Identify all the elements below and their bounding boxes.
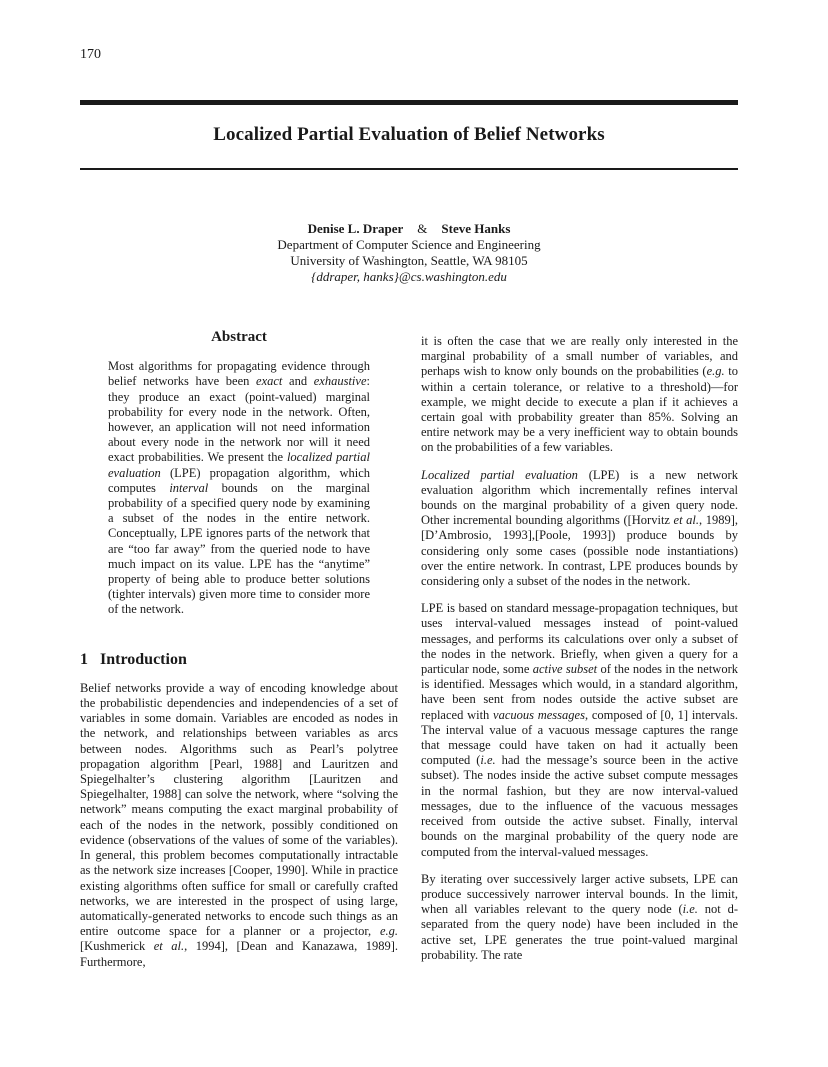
author-separator: &: [417, 221, 428, 236]
section-heading-introduction: [80, 652, 398, 667]
paragraph-emphasis: e.g.: [706, 364, 725, 379]
paragraph-text: , composed of [0, 1] intervals. The interval value of a vacuous message captures the range that message could have taken on had it actually been computed (: [421, 707, 738, 768]
paragraph-text: had the message’s source been in the active subset). The nodes inside the active subset compute messages in the normal fashion, but they are now interval-valued messages, due to the influence of the vacuous messages received from outside the active subset. Finally, interval bounds on the marginal probability of the query node are computed from the interval-valued messages.: [421, 753, 738, 859]
title-rule: [80, 168, 738, 170]
paragraph-text: , 1989], [D’Ambrosio, 1993],[Poole, 1993]) produce bounds by considering only some cases (possible node instantiations) over the entire network. In contrast, LPE produces bounds by considering only a subset of the nodes in the network.: [421, 513, 738, 589]
paragraph-text: it is often the case that we are really only interested in the marginal probability of a small number of variables, and perhaps wish to know only bounds on the probabilities (: [421, 334, 738, 379]
author-block: [80, 221, 738, 285]
paragraph-text: , 1994], [Dean and Kanazawa, 1989]. Furthermore,: [80, 939, 398, 969]
page-number: 170: [80, 47, 101, 62]
paragraph-emphasis: e.g.: [379, 924, 398, 939]
abstract-text-part: : they produce an exact (point-valued) marginal probability for every node in the network. Often, however, an application will not need information about every node in the network nor will it need exact probabilities. We present the: [108, 374, 370, 465]
abstract-text-part: bounds on the marginal probability of a specified query node by examining a subset of the nodes in the entire network. Conceptually, LPE ignores parts of the network that are “too far away” from the queried node to have much impact on its value. LPE has the “anytime” property of being able to produce better solutions (tighter intervals) given more time to consider more of the network.: [108, 480, 370, 617]
paragraph-emphasis: et al.: [153, 939, 185, 954]
paragraph-emphasis: et al.: [673, 513, 699, 528]
author-hanks: Steve Hanks: [441, 221, 511, 236]
section-title: Introduction: [100, 650, 187, 668]
paragraph-motivation: [421, 334, 738, 456]
author-draper: Denise L. Draper: [307, 221, 404, 236]
paragraph-iteration: [421, 872, 738, 963]
paragraph-text: not d-separated from the query node) have been included in the active set, LPE generates the true point-valued marginal probability. The rate: [421, 902, 739, 962]
abstract-text-part: Most algorithms for propagating evidence through belief networks have been: [108, 359, 370, 389]
abstract-text-part: (LPE) propagation algorithm, which computes: [108, 465, 370, 495]
affiliation-department: Department of Computer Science and Engineering: [277, 237, 541, 252]
abstract-heading: Abstract: [211, 329, 267, 345]
paragraph-text: (LPE) is a new network evaluation algorithm which incrementally refines interval bounds on the marginal probability of a given query node. Other incremental bounding algorithms ([Horvitz: [421, 467, 738, 528]
paragraph-text: By iterating over successively larger active subsets, LPE can produce successively narrower interval bounds. In the limit, when all variables relevant to the query node (: [421, 871, 738, 917]
paragraph-text: LPE is based on standard message-propagation techniques, but uses interval-valued messages instead of point-valued messages, and performs its calculations over only a subset of the nodes in the network. Briefly, when given a query for a particular node, some: [421, 601, 738, 677]
abstract-emphasis: localized partial evaluation: [108, 450, 370, 480]
paragraph-text: to within a certain tolerance, or relative to a threshold)—for example, we might decide to execute a plan if it achieves a certain goal with probability greater than 85%. Solving an entire network may be a very inefficient way to obtain bounds on the probabilities of a few variables.: [421, 364, 738, 455]
paragraph-emphasis: active subset: [532, 662, 598, 677]
paragraph-lpe-definition: [421, 468, 738, 590]
paragraph-emphasis: vacuous messages: [493, 707, 585, 722]
paragraph-lpe-method: [421, 601, 738, 859]
paper-title: Localized Partial Evaluation of Belief Networks: [213, 124, 605, 145]
left-column: [80, 330, 398, 982]
paragraph-text: of the nodes in the network is identified. Messages which would, in a standard algorithm, have been sent from nodes outside the active subset are replaced with: [421, 662, 738, 722]
top-rule: [80, 100, 738, 105]
paragraph-text: [Kushmerick: [80, 939, 154, 954]
paragraph-emphasis: Localized partial evaluation: [421, 467, 578, 482]
right-column: [421, 334, 738, 975]
abstract-text: [108, 359, 370, 617]
abstract-emphasis: exact: [256, 374, 283, 389]
paragraph-text: Belief networks provide a way of encoding knowledge about the probabilistic dependencies and independencies of a set of variables in some domain. Variables are encoded as nodes in the network, and relationships between variables as arcs between nodes. Algorithms such as Pearl’s polytree propagation algorithm [Pearl, 1988] and Lauritzen and Spiegelhalter’s clustering algorithm [Lauritzen and Spiegelhalter, 1988] can solve the network, where “solving the network” means computing the exact marginal probability of each of the nodes in the network, possibly conditioned on evidence (observations of the values of some of the variables). In general, this problem becomes computationally intractable as the network size increases [Cooper, 1990]. While in practice existing algorithms often suffice for small or carefully crafted networks, we are interested in the prospect of using large, automatically-generated networks to encode such things as an entire outcome space for a planner or a projector,: [80, 680, 398, 939]
paragraph-emphasis: i.e.: [682, 902, 698, 917]
paragraph-emphasis: i.e.: [480, 753, 496, 768]
abstract-emphasis: exhaustive: [313, 374, 367, 389]
intro-paragraph: [80, 681, 398, 970]
affiliation-university: University of Washington, Seattle, WA 98105: [290, 253, 528, 268]
author-email: {ddraper, hanks}@cs.washington.edu: [311, 269, 507, 284]
author-names: [80, 221, 738, 237]
abstract-emphasis: interval: [169, 480, 209, 495]
abstract-text-part: and: [282, 374, 314, 389]
section-number: 1: [80, 650, 88, 668]
